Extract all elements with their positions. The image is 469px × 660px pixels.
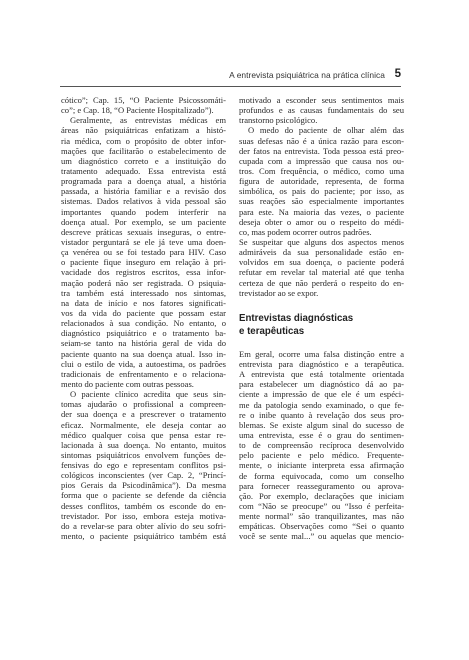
text-line: cológicos inconscientes (ver Cap. 2, “Princí- — [61, 470, 226, 481]
text-line: mento do paciente com outras pessoas. — [61, 378, 194, 389]
text-line: ça venérea ou se foi testado para HIV. Caso — [61, 247, 226, 258]
text-line: tradicionais de enfrentamento e o relaciona- — [61, 368, 226, 379]
text-line: cótico”; Cap. 15, “O Paciente Psicossomáti- — [61, 95, 226, 105]
text-line: pios Gerais da Psicodinâmica”). Da mesma — [61, 480, 226, 491]
text-line: para este. Na maioria das vezes, o paciente — [239, 206, 404, 217]
text-line: doença atual. Por exemplo, se um paciente — [61, 216, 226, 227]
text-line: descreve práticas sexuais inseguras, o entre- — [61, 226, 226, 237]
text-line: Em geral, ocorre uma falsa distinção entre a — [239, 348, 404, 359]
running-header-title: A entrevista psiquiátrica na prática clínica — [229, 70, 385, 80]
text-line: mação poderá não ser registrada. O psiquia- — [61, 277, 226, 288]
right-column-text-block-1 — [239, 95, 404, 298]
text-line: me da patologia sendo examinado, o que fe- — [239, 399, 404, 410]
text-line: passada, a história familiar e a revisão dos — [61, 186, 226, 197]
text-line: programada para a doença atual, a história — [61, 176, 226, 187]
text-line: entrevista para diagnóstico e a terapêutica. — [239, 358, 404, 369]
text-line: profundos e as causas fundamentais do seu — [239, 105, 404, 116]
text-line: mente normal” são tranquilizantes, mas não — [239, 511, 404, 522]
text-line: suas defesas não é a única razão para escon- — [239, 135, 404, 146]
text-line: co”; e Cap. 18, “O Paciente Hospitalizado”). — [61, 105, 214, 116]
text-line: trevistador. Por isso, embora esteja motiva- — [61, 510, 226, 521]
section-spacer — [239, 339, 404, 349]
text-line: Geralmente, as entrevistas médicas em — [70, 115, 226, 126]
text-line: mações que facilitarão o estabelecimento de — [61, 145, 226, 156]
text-line: sistemas. Dados relativos à vida pessoal são — [61, 196, 226, 207]
text-line: você se sente mal...” ou aquelas que mencio- — [239, 531, 404, 542]
text-line: certeza de que não perderá o respeito do en- — [239, 277, 404, 288]
section-heading — [239, 312, 404, 339]
text-line: mente, o iniciante interpreta essa afirmação — [239, 460, 404, 471]
right-column — [239, 95, 404, 541]
text-line: volvidos em sua doença, o paciente poderá — [239, 257, 404, 268]
text-line: para estabelecer um diagnóstico dá ao pa- — [239, 379, 404, 390]
text-line: der sua doença e a prescrever o tratamento — [61, 409, 226, 420]
text-line: paciente quanto na sua doença atual. Isso in- — [61, 348, 226, 359]
text-line: O paciente clínico acredita que seus sin- — [70, 389, 226, 400]
text-line: ção. Por exemplo, declarações que iniciam — [239, 490, 404, 501]
text-line: ria médica, com o propósito de obter infor- — [61, 135, 226, 146]
text-line: tra também está interessado nos sintomas, — [61, 287, 226, 298]
text-line: Se suspeitar que alguns dos aspectos menos — [239, 236, 404, 247]
text-line: mento, o paciente psiquiátrico também está — [61, 531, 226, 542]
text-line: trevistador ao se expor. — [239, 287, 319, 298]
text-line: motivado a esconder seus sentimentos mais — [239, 95, 404, 105]
text-line: uma entrevista, esse é o grau do sentimen- — [239, 429, 404, 440]
text-line: simbólica, os pais do paciente; por isso, as — [239, 186, 404, 197]
section-heading-line: e terapêuticas — [239, 326, 305, 338]
header-rule — [60, 86, 401, 87]
text-line: empáticas. Observações como “Sei o quanto — [239, 521, 404, 532]
text-line: forma que o paciente se defende da ciência — [61, 490, 226, 501]
text-line: lacionada à sua doença. No entanto, muitos — [61, 439, 226, 450]
text-line: vos da vida do paciente que possam estar — [61, 307, 226, 318]
text-line: importantes quando podem interferir na — [61, 206, 226, 217]
text-line: cupada com a impressão que causa nos ou- — [239, 155, 404, 166]
section-spacer — [239, 298, 404, 312]
text-line: médico qualquer coisa que pensa estar re- — [61, 429, 226, 440]
text-line: diagnóstico psiquiátrico e o tratamento ba- — [61, 328, 226, 339]
text-line: admiráveis da sua personalidade estão en- — [239, 247, 404, 258]
text-line: A entrevista que está totalmente orientada — [239, 369, 404, 380]
text-line: de forma equivocada, como um conselho — [239, 470, 404, 481]
text-line: tomas ajudarão o profissional a compreen- — [61, 399, 226, 410]
section-heading-line: Entrevistas diagnósticas — [239, 312, 354, 324]
text-line: co, mas podem ocorrer outros padrões. — [239, 226, 372, 237]
text-line: do a revelar-se para obter alívio do seu sofri- — [61, 520, 226, 531]
text-line: seiam-se tanto na história geral de vida do — [61, 338, 226, 349]
text-line: eficaz. Normalmente, ele deseja contar ao — [61, 419, 226, 430]
right-column-text-block-2 — [239, 349, 404, 542]
text-line: pelo paciente e pelo médico. Frequente- — [239, 450, 404, 461]
text-line: um diagnóstico correto e a instituição do — [61, 155, 226, 166]
text-line: tros. Com frequência, o médico, como uma — [239, 165, 404, 176]
text-line: tratamento adequado. Essa entrevista está — [61, 165, 226, 176]
text-line: relacionados à sua condição. No entanto, o — [61, 318, 226, 329]
text-line: O medo do paciente de olhar além das — [248, 125, 404, 136]
text-line: vistador perguntará se ele já teve uma doen- — [61, 236, 226, 247]
text-line: o paciente fique inseguro em relação à pri- — [61, 257, 226, 268]
text-line: na data de início e nos fatores significati- — [61, 297, 226, 308]
text-line: vacidade dos registros escritos, essa infor- — [61, 267, 226, 278]
left-column — [61, 95, 226, 541]
text-line: to de compreensão recíproca desenvolvido — [239, 440, 404, 451]
text-line: clui o estilo de vida, a autoestima, os padrões — [61, 358, 226, 369]
text-line: suas reações são especialmente importantes — [239, 196, 404, 207]
text-line: sintomas psiquiátricos envolvem funções de- — [61, 449, 226, 460]
text-line: com “Não se preocupe” ou “Isso é perfeita- — [239, 500, 404, 511]
text-line: re o inibe quanto à revelação dos seus pro- — [239, 409, 404, 420]
page-number: 5 — [394, 68, 401, 80]
text-line: para fornecer reasseguramento ou aprova- — [239, 480, 404, 491]
text-line: der fatos na entrevista. Toda pessoa está preo- — [239, 145, 404, 156]
running-header — [60, 70, 401, 85]
text-line: deseja obter o amor ou o respeito do médi- — [239, 216, 404, 227]
text-line: transtorno psicológico. — [239, 115, 318, 126]
text-line: fensivas do ego e representam conflitos psi- — [61, 460, 226, 471]
text-line: desses conflitos, também os esconde do en- — [61, 500, 226, 511]
text-line: blemas. Se existe algum sinal do sucesso de — [239, 419, 404, 430]
text-line: áreas não psiquiátricas enfatizam a histó- — [61, 125, 226, 136]
text-line: figura de autoridade, representa, de forma — [239, 176, 404, 187]
text-line: refutar em revelar tal material até que tenha — [239, 267, 404, 278]
text-line: ciente a impressão de que ele é um espéci- — [239, 389, 404, 400]
